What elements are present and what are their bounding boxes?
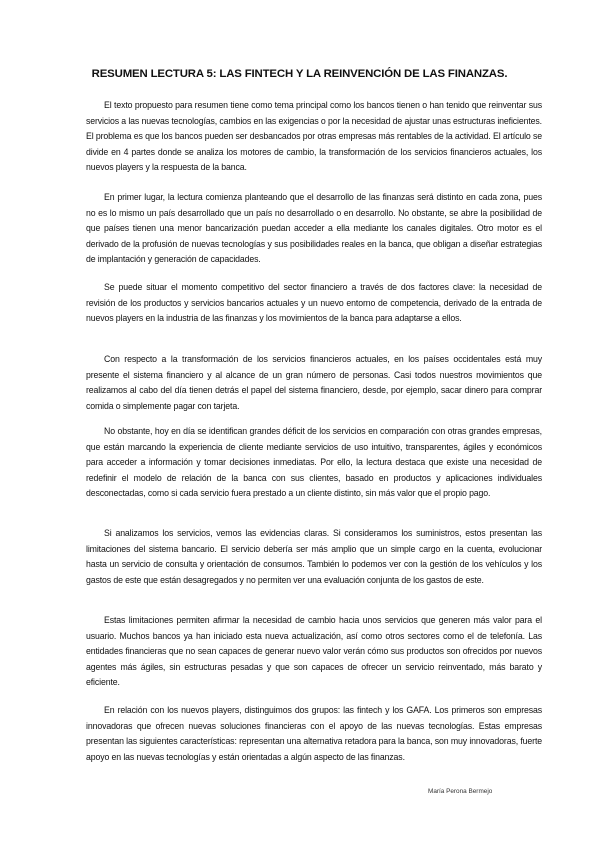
- paragraph-1: El texto propuesto para resumen tiene como tema principal como los bancos tienen o han tenido que reinventar sus servicios a las nuevas tecnologías, cambios en las exigencias o por la necesidad de ajustar unas estructuras ineficientes. El problema es que los bancos pueden ser desbancados por otras empresas más rentables de la actividad. El artículo se divide en 4 partes donde se analiza los motores de cambio, la transformación de los servicios financieros actuales, los nuevos players y la respuesta de la banca.: [86, 100, 542, 173]
- paragraph-8: En relación con los nuevos players, distinguimos dos grupos: las fintech y los GAFA. Los primeros son empresas innovadoras que ofrecen nuevas soluciones financieras con el apoyo de las nuevas tecnologías. Estas empresas presentan las siguientes características: representan una alternativa retadora para la banca, son muy innovadoras, fuerte apoyo en las nuevas tecnologías y están orientadas a algún aspecto de las finanzas.: [86, 705, 542, 762]
- author-signature: María Perona Bermejo: [428, 788, 493, 795]
- paragraph-3: Se puede situar el momento competitivo del sector financiero a través de dos factores clave: la necesidad de revisión de los productos y servicios bancarios actuales y un nuevo entorno de competencia, derivado de la entrada de nuevos players en la industria de las finanzas y los movimientos de la banca para adaptarse a ellos.: [86, 282, 542, 324]
- paragraph-7: Estas limitaciones permiten afirmar la necesidad de cambio hacia unos servicios que generen más valor para el usuario. Muchos bancos ya han iniciado esta nueva actualización, así como otros sectores como el de telefonía. Las entidades financieras que no sean capaces de generar nuevo valor verán cómo sus productos son ofrecidos por nuevos agentes más ágiles, sin estructuras pesadas y que son capaces de ofrecer un servicio reinventado, más barato y eficiente.: [86, 615, 542, 688]
- paragraph-5: No obstante, hoy en día se identifican grandes déficit de los servicios en comparación con otras grandes empresas, que están marcando la experiencia de cliente mediante servicios de uso intuitivo, transparentes, ágiles y económicos para acceder a información y tomar decisiones inmediatas. Por ello, la lectura destaca que existe una necesidad de redefinir el modelo de relación de la banca con sus clientes, basado en productos y aplicaciones individuales desconectadas, como si cada servicio fuera prestado a un cliente distinto, sin más valor que el propio pago.: [86, 426, 542, 499]
- paragraph-2: En primer lugar, la lectura comienza planteando que el desarrollo de las finanzas será distinto en cada zona, pues no es lo mismo un país desarrollado que un país no desarrollado o en desarrollo. No obstante, se abre la posibilidad de que países tienen una menor bancarización puedan acceder a ella mediante los canales digitales. Otro motor es el derivado de la profusión de nuevas tecnologías y sus posibilidades reales en la banca, que obligan a diseñar estrategias de implantación y generación de capacidades.: [86, 192, 542, 265]
- paragraph-6: Si analizamos los servicios, vemos las evidencias claras. Si consideramos los suministros, estos presentan las limitaciones del sistema bancario. El servicio debería ser más amplio que un simple cargo en la cuenta, evolucionar hasta un servicio de consulta y orientación de consumos. También lo podemos ver con la gestión de los vehículos y los gastos de este que están desagregados y no permiten ver una evaluación conjunta de los gastos de este.: [86, 528, 542, 585]
- document-title: RESUMEN LECTURA 5: LAS FINTECH Y LA REINVENCIÓN DE LAS FINANZAS.: [91, 68, 508, 80]
- paragraph-4: Con respecto a la transformación de los servicios financieros actuales, en los países occidentales está muy presente el sistema financiero y al alcance de un gran número de personas. Casi todos nuestros movimientos que realizamos al cabo del día tienen detrás el papel del sistema financiero, desde, por ejemplo, sacar dinero para comprar comida o simplemente pagar con tarjeta.: [86, 354, 542, 411]
